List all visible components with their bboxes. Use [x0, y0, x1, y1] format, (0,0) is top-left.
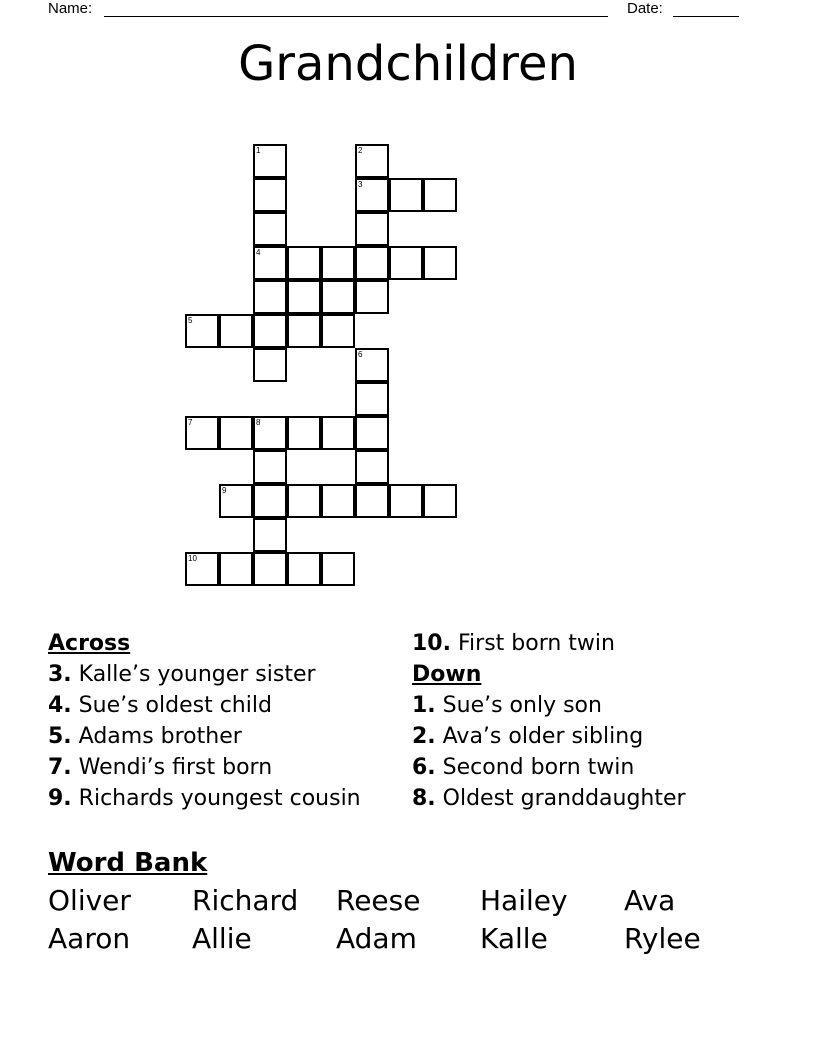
- cell-number: 5: [188, 316, 193, 325]
- crossword-cell[interactable]: [423, 178, 457, 212]
- page-title: Grandchildren: [238, 36, 578, 92]
- crossword-cell[interactable]: [253, 552, 287, 586]
- clues-right-column: [412, 628, 686, 814]
- crossword-cell[interactable]: [355, 348, 389, 382]
- crossword-cell[interactable]: [355, 416, 389, 450]
- cell-number: 10: [188, 554, 197, 563]
- crossword-cell[interactable]: [355, 212, 389, 246]
- crossword-cell[interactable]: [253, 178, 287, 212]
- crossword-cell[interactable]: [253, 348, 287, 382]
- clue-number: 7.: [48, 755, 72, 780]
- crossword-cell[interactable]: [389, 246, 423, 280]
- crossword-cell[interactable]: [321, 416, 355, 450]
- crossword-cell[interactable]: [253, 416, 287, 450]
- word-bank-item: Reese: [336, 884, 421, 917]
- clue-down-2: [412, 721, 686, 752]
- clue-number: 10.: [412, 631, 451, 656]
- crossword-cell[interactable]: [287, 484, 321, 518]
- cell-number: 2: [358, 146, 363, 155]
- crossword-cell[interactable]: [321, 314, 355, 348]
- crossword-cell[interactable]: [355, 382, 389, 416]
- crossword-cell[interactable]: [355, 246, 389, 280]
- crossword-cell[interactable]: [423, 484, 457, 518]
- clue-text: Oldest granddaughter: [435, 786, 686, 811]
- clue-text: Wendi’s first born: [71, 755, 273, 780]
- cell-number: 3: [358, 180, 363, 189]
- crossword-cell[interactable]: [355, 280, 389, 314]
- crossword-cell[interactable]: [287, 246, 321, 280]
- clue-number: 8.: [412, 786, 436, 811]
- crossword-cell[interactable]: [219, 314, 253, 348]
- crossword-cell[interactable]: [185, 552, 219, 586]
- name-label: Name:: [48, 0, 93, 17]
- crossword-cell[interactable]: [253, 212, 287, 246]
- clue-number: 6.: [412, 755, 436, 780]
- crossword-cell[interactable]: [219, 416, 253, 450]
- clue-down-1: [412, 690, 686, 721]
- clue-number: 9.: [48, 786, 72, 811]
- word-bank-item: Adam: [336, 922, 417, 955]
- crossword-cell[interactable]: [321, 280, 355, 314]
- crossword-cell[interactable]: [253, 518, 287, 552]
- word-bank-heading: Word Bank: [48, 848, 208, 878]
- crossword-cell[interactable]: [287, 416, 321, 450]
- clue-across-10: [412, 628, 686, 659]
- crossword-cell[interactable]: [355, 178, 389, 212]
- crossword-cell[interactable]: [321, 246, 355, 280]
- clue-text: Sue’s oldest child: [71, 693, 272, 718]
- clue-text: Richards youngest cousin: [71, 786, 361, 811]
- clue-number: 3.: [48, 662, 72, 687]
- clue-text: Second born twin: [435, 755, 635, 780]
- word-bank-item: Allie: [192, 922, 252, 955]
- across-heading: Across: [48, 631, 131, 656]
- down-heading: Down: [412, 662, 482, 687]
- clue-across-4: [48, 690, 361, 721]
- word-bank-item: Oliver: [48, 884, 131, 917]
- crossword-cell[interactable]: [355, 144, 389, 178]
- clue-number: 1.: [412, 693, 436, 718]
- clue-text: Sue’s only son: [435, 693, 602, 718]
- word-bank-item: Hailey: [480, 884, 568, 917]
- crossword-cell[interactable]: [287, 280, 321, 314]
- clue-text: Kalle’s younger sister: [71, 662, 316, 687]
- cell-number: 6: [358, 350, 363, 359]
- crossword-cell[interactable]: [321, 484, 355, 518]
- crossword-cell[interactable]: [321, 552, 355, 586]
- word-bank-item: Richard: [192, 884, 299, 917]
- crossword-cell[interactable]: [253, 280, 287, 314]
- crossword-cell[interactable]: [423, 246, 457, 280]
- clue-across-7: [48, 752, 361, 783]
- word-bank-item: Aaron: [48, 922, 131, 955]
- crossword-cell[interactable]: [253, 484, 287, 518]
- clue-down-8: [412, 783, 686, 814]
- clue-across-5: [48, 721, 361, 752]
- crossword-cell[interactable]: [253, 246, 287, 280]
- cell-number: 7: [188, 418, 193, 427]
- word-bank: [48, 882, 768, 958]
- cell-number: 8: [256, 418, 261, 427]
- clue-down-6: [412, 752, 686, 783]
- clues-left-column: [48, 628, 361, 814]
- date-label: Date:: [627, 0, 663, 17]
- crossword-cell[interactable]: [287, 552, 321, 586]
- word-bank-item: Kalle: [480, 922, 548, 955]
- crossword-cell[interactable]: [219, 484, 253, 518]
- crossword-cell[interactable]: [389, 484, 423, 518]
- crossword-cell[interactable]: [185, 314, 219, 348]
- cell-number: 1: [256, 146, 261, 155]
- crossword-cell[interactable]: [355, 484, 389, 518]
- clue-across-9: [48, 783, 361, 814]
- clue-text: Ava’s older sibling: [435, 724, 644, 749]
- cell-number: 9: [222, 486, 227, 495]
- crossword-cell[interactable]: [253, 450, 287, 484]
- clue-across-3: [48, 659, 361, 690]
- crossword-cell[interactable]: [389, 178, 423, 212]
- crossword-cell[interactable]: [355, 450, 389, 484]
- clue-number: 4.: [48, 693, 72, 718]
- clue-text: First born twin: [450, 631, 615, 656]
- cell-number: 4: [256, 248, 261, 257]
- crossword-cell[interactable]: [287, 314, 321, 348]
- crossword-cell[interactable]: [219, 552, 253, 586]
- word-bank-item: Rylee: [624, 922, 701, 955]
- crossword-cell[interactable]: [253, 144, 287, 178]
- crossword-cell[interactable]: [253, 314, 287, 348]
- clue-number: 5.: [48, 724, 72, 749]
- clue-number: 2.: [412, 724, 436, 749]
- word-bank-item: Ava: [624, 884, 676, 917]
- clue-text: Adams brother: [71, 724, 242, 749]
- crossword-cell[interactable]: [185, 416, 219, 450]
